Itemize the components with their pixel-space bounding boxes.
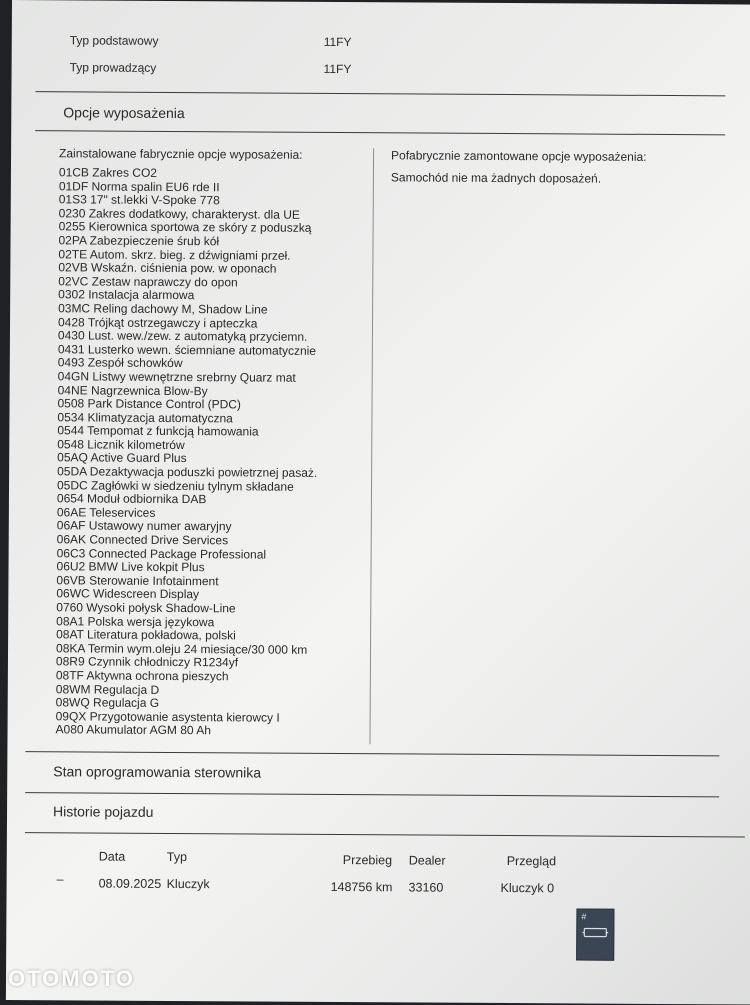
history-col-date: Data bbox=[99, 850, 125, 864]
factory-options-list bbox=[55, 166, 319, 739]
factory-option-item: 0534 Klimatyzacja automatyczna bbox=[57, 411, 317, 426]
factory-option-item: 0431 Lusterko wewn. ściemniane automatycznie bbox=[58, 343, 318, 358]
factory-option-item: 0508 Park Distance Control (PDC) bbox=[57, 397, 317, 412]
factory-option-item: 06U2 BMW Live kokpit Plus bbox=[56, 561, 316, 576]
factory-option-item: 0230 Zakres dodatkowy, charakteryst. dla UE bbox=[59, 207, 319, 222]
divider bbox=[25, 832, 745, 837]
factory-option-item: 08A1 Polska wersja językowa bbox=[56, 615, 316, 630]
lead-type-label: Typ prowadzący bbox=[70, 60, 157, 75]
factory-option-item: 0548 Licznik kilometrów bbox=[57, 438, 317, 453]
history-col-type: Typ bbox=[167, 850, 187, 864]
factory-option-item: 03MC Reling dachowy M, Shadow Line bbox=[58, 302, 318, 317]
factory-option-item: 02TE Autom. skrz. bieg. z dźwigniami przeł. bbox=[58, 248, 318, 263]
factory-option-item: 02VC Zestaw naprawczy do opon bbox=[58, 275, 318, 290]
software-section-title: Stan oprogramowania sterownika bbox=[53, 763, 261, 780]
factory-option-item: 0430 Lust. wew./zew. z automatyką przyciemn. bbox=[58, 329, 318, 344]
factory-option-item: 05AQ Active Guard Plus bbox=[57, 452, 317, 467]
history-row-date: 08.09.2025 bbox=[99, 877, 162, 891]
factory-option-item: 0428 Trójkąt ostrzegawczy i apteczka bbox=[58, 316, 318, 331]
factory-option-item: 05DA Dezaktywacja poduszki powietrznej pasaż. bbox=[57, 465, 317, 480]
key-shape-icon bbox=[582, 926, 608, 940]
history-row-dealer: 33160 bbox=[409, 880, 444, 894]
factory-option-item: 0760 Wysoki połysk Shadow-Line bbox=[56, 601, 316, 616]
history-col-mileage: Przebieg bbox=[343, 853, 392, 867]
divider bbox=[35, 91, 725, 96]
factory-option-item: 0654 Moduł odbiornika DAB bbox=[57, 493, 317, 508]
factory-option-item: 08R9 Czynnik chłodniczy R1234yf bbox=[56, 656, 316, 671]
factory-option-item: 08WQ Regulacja G bbox=[56, 696, 316, 711]
factory-option-item: 0493 Zespół schowków bbox=[58, 357, 318, 372]
factory-option-item: 05DC Zagłówki w siedzeniu tylnym składane bbox=[57, 479, 317, 494]
document-page bbox=[6, 0, 750, 1005]
divider bbox=[25, 792, 719, 797]
base-type-value: 11FY bbox=[324, 35, 352, 49]
history-row-service: Kluczyk 0 bbox=[501, 881, 555, 895]
factory-option-item: 08TF Aktywna ochrona pieszych bbox=[56, 669, 316, 684]
factory-option-item: 01S3 17" st.lekki V-Spoke 778 bbox=[59, 193, 319, 208]
key-card-icon bbox=[576, 908, 614, 960]
history-col-service: Przegląd bbox=[507, 854, 556, 868]
aftermarket-options-text: Samochód nie ma żadnych doposażeń. bbox=[391, 170, 601, 185]
factory-option-item: 06VB Sterowanie Infotainment bbox=[56, 574, 316, 589]
factory-option-item: 01DF Norma spalin EU6 rde II bbox=[59, 180, 319, 195]
history-row-type: Kluczyk bbox=[167, 877, 210, 891]
factory-option-item: 01CB Zakres CO2 bbox=[59, 166, 319, 181]
column-divider bbox=[369, 148, 374, 744]
history-row-mileage: 148756 km bbox=[331, 880, 393, 894]
options-section-title: Opcje wyposażenia bbox=[63, 104, 185, 121]
factory-option-item: 04GN Listwy wewnętrzne srebrny Quarz mat bbox=[58, 370, 318, 385]
aftermarket-options-heading: Pofabrycznie zamontowane opcje wyposażenia: bbox=[391, 148, 647, 164]
factory-option-item: 09QX Przygotowanie asystenta kierowcy I bbox=[56, 710, 316, 725]
factory-option-item: 06C3 Connected Package Professional bbox=[57, 547, 317, 562]
factory-option-item: 0255 Kierownica sportowa ze skóry z poduszką bbox=[59, 221, 319, 236]
hash-symbol: # bbox=[581, 911, 586, 921]
factory-option-item: 06AE Teleservices bbox=[57, 506, 317, 521]
factory-option-item: 0544 Tempomat z funkcją hamowania bbox=[57, 425, 317, 440]
factory-option-item: 06AK Connected Drive Services bbox=[57, 533, 317, 548]
factory-options-heading: Zainstalowane fabrycznie opcje wyposażenia: bbox=[59, 146, 303, 161]
base-type-label: Typ podstawowy bbox=[70, 33, 159, 48]
lead-type-value: 11FY bbox=[324, 62, 352, 76]
factory-option-item: 0302 Instalacja alarmowa bbox=[58, 289, 318, 304]
factory-option-item: 08KA Termin wym.oleju 24 miesiące/30 000 km bbox=[56, 642, 316, 657]
factory-option-item: 08WM Regulacja D bbox=[56, 683, 316, 698]
factory-option-item: 02PA Zabezpieczenie śrub kół bbox=[58, 234, 318, 249]
otomoto-watermark-logo: OTOMOTO bbox=[8, 966, 135, 992]
history-section-title: Historie pojazdu bbox=[53, 803, 153, 820]
history-row-bullet: – bbox=[57, 872, 64, 886]
factory-option-item: 02VB Wskaźn. ciśnienia pow. w oponach bbox=[58, 261, 318, 276]
history-col-dealer: Dealer bbox=[409, 853, 446, 867]
factory-option-item: 04NE Nagrzewnica Blow-By bbox=[58, 384, 318, 399]
factory-option-item: 08AT Literatura pokładowa, polski bbox=[56, 628, 316, 643]
divider bbox=[25, 751, 719, 756]
factory-option-item: 06WC Widescreen Display bbox=[56, 588, 316, 603]
factory-option-item: 06AF Ustawowy numer awaryjny bbox=[57, 520, 317, 535]
factory-option-item: A080 Akumulator AGM 80 Ah bbox=[55, 724, 315, 739]
divider bbox=[35, 130, 725, 135]
